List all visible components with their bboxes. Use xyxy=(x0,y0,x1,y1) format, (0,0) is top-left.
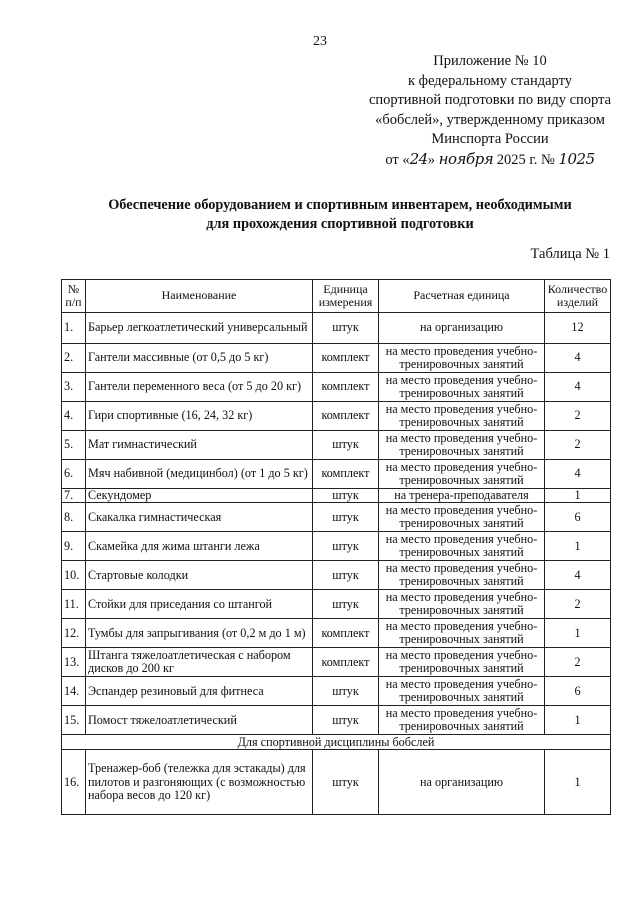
item-quantity: 1 xyxy=(545,619,611,648)
table-header-row xyxy=(62,280,611,313)
item-name: Штанга тяжелоатлетическая с набором дисков до 200 кг xyxy=(86,648,313,677)
item-unit: штук xyxy=(313,677,379,706)
item-calc-unit: на место проведения учебно-тренировочных занятий xyxy=(379,503,545,532)
table-row xyxy=(62,460,611,489)
row-number: 7. xyxy=(62,489,86,503)
item-name: Помост тяжелоатлетический xyxy=(86,706,313,735)
item-name: Гантели переменного веса (от 5 до 20 кг) xyxy=(86,373,313,402)
row-number: 11. xyxy=(62,590,86,619)
item-name: Барьер легкоатлетический универсальный xyxy=(86,313,313,344)
item-unit: штук xyxy=(313,706,379,735)
item-quantity: 1 xyxy=(545,489,611,503)
row-number: 13. xyxy=(62,648,86,677)
table-row xyxy=(62,503,611,532)
table-row xyxy=(62,706,611,735)
heading-line: Обеспечение оборудованием и спортивным инвентарем, необходимыми xyxy=(108,197,572,213)
row-number: 3. xyxy=(62,373,86,402)
item-name: Мат гимнастический xyxy=(86,431,313,460)
header-calc-unit: Расчетная единица xyxy=(379,280,545,313)
item-name: Скакалка гимнастическая xyxy=(86,503,313,532)
item-calc-unit: на место проведения учебно-тренировочных занятий xyxy=(379,590,545,619)
row-number: 10. xyxy=(62,561,86,590)
item-calc-unit: на место проведения учебно-тренировочных занятий xyxy=(379,619,545,648)
row-number: 14. xyxy=(62,677,86,706)
row-number: 6. xyxy=(62,460,86,489)
section-row xyxy=(62,735,611,750)
item-unit: штук xyxy=(313,431,379,460)
table-row xyxy=(62,619,611,648)
item-calc-unit: на место проведения учебно-тренировочных занятий xyxy=(379,373,545,402)
item-calc-unit: на место проведения учебно-тренировочных занятий xyxy=(379,648,545,677)
row-number: 5. xyxy=(62,431,86,460)
document-heading xyxy=(40,196,640,234)
item-quantity: 4 xyxy=(545,373,611,402)
item-unit: комплект xyxy=(313,344,379,373)
page-number: 23 xyxy=(313,34,327,49)
row-number: 15. xyxy=(62,706,86,735)
item-unit: комплект xyxy=(313,648,379,677)
row-number: 16. xyxy=(62,750,86,815)
item-quantity: 4 xyxy=(545,460,611,489)
table-row xyxy=(62,373,611,402)
item-unit: штук xyxy=(313,590,379,619)
item-quantity: 6 xyxy=(545,503,611,532)
item-quantity: 2 xyxy=(545,402,611,431)
item-calc-unit: на организацию xyxy=(379,750,545,815)
item-quantity: 2 xyxy=(545,431,611,460)
item-quantity: 12 xyxy=(545,313,611,344)
item-quantity: 4 xyxy=(545,561,611,590)
item-quantity: 1 xyxy=(545,532,611,561)
item-name: Тумбы для запрыгивания (от 0,2 м до 1 м) xyxy=(86,619,313,648)
item-unit: штук xyxy=(313,313,379,344)
table-row xyxy=(62,313,611,344)
row-number: 2. xyxy=(62,344,86,373)
row-number: 8. xyxy=(62,503,86,532)
date-mid: » xyxy=(427,151,435,168)
item-unit: комплект xyxy=(313,402,379,431)
item-calc-unit: на место проведения учебно-тренировочных занятий xyxy=(379,431,545,460)
appendix-line: к федеральному стандарту xyxy=(408,72,572,89)
equipment-table xyxy=(61,279,611,815)
row-number: 12. xyxy=(62,619,86,648)
item-calc-unit: на место проведения учебно-тренировочных занятий xyxy=(379,532,545,561)
date-day: 24 xyxy=(409,149,428,168)
item-name: Скамейка для жима штанги лежа xyxy=(86,532,313,561)
item-name: Мяч набивной (медицинбол) (от 1 до 5 кг) xyxy=(86,460,313,489)
date-year: 2025 г. № xyxy=(496,151,555,168)
item-name: Стойки для приседания со штангой xyxy=(86,590,313,619)
item-unit: штук xyxy=(313,503,379,532)
section-title: Для спортивной дисциплины бобслей xyxy=(62,735,611,750)
appendix-block xyxy=(340,52,640,170)
item-unit: комплект xyxy=(313,619,379,648)
item-unit: штук xyxy=(313,561,379,590)
item-quantity: 1 xyxy=(545,750,611,815)
item-unit: штук xyxy=(313,489,379,503)
header-quantity: Количество изделий xyxy=(545,280,611,313)
table-row xyxy=(62,648,611,677)
item-name: Стартовые колодки xyxy=(86,561,313,590)
header-unit: Единица измерения xyxy=(313,280,379,313)
table-row xyxy=(62,402,611,431)
item-unit: штук xyxy=(313,532,379,561)
item-quantity: 1 xyxy=(545,706,611,735)
appendix-line: Минспорта России xyxy=(431,131,549,147)
item-calc-unit: на место проведения учебно-тренировочных занятий xyxy=(379,460,545,489)
date-month: ноября xyxy=(438,149,494,168)
appendix-line: «бобслей», утвержденному приказом xyxy=(375,111,605,128)
order-date-line xyxy=(340,150,640,171)
table-row xyxy=(62,431,611,460)
item-name: Тренажер-боб (тележка для эстакады) для пилотов и разгоняющих (с возможностью набора весов до 120 кг) xyxy=(86,750,313,815)
heading-line: для прохождения спортивной подготовки xyxy=(206,216,474,232)
item-unit: штук xyxy=(313,750,379,815)
item-calc-unit: на тренера-преподавателя xyxy=(379,489,545,503)
table-row xyxy=(62,561,611,590)
row-number: 9. xyxy=(62,532,86,561)
item-quantity: 4 xyxy=(545,344,611,373)
item-calc-unit: на место проведения учебно-тренировочных занятий xyxy=(379,344,545,373)
item-name: Гантели массивные (от 0,5 до 5 кг) xyxy=(86,344,313,373)
table-number: Таблица № 1 xyxy=(530,246,610,262)
row-number: 1. xyxy=(62,313,86,344)
item-quantity: 6 xyxy=(545,677,611,706)
header-number: № п/п xyxy=(62,280,86,313)
item-calc-unit: на организацию xyxy=(379,313,545,344)
table-row xyxy=(62,532,611,561)
table-row xyxy=(62,344,611,373)
row-number: 4. xyxy=(62,402,86,431)
item-quantity: 2 xyxy=(545,648,611,677)
appendix-line: спортивной подготовки по виду спорта xyxy=(368,92,612,108)
item-unit: комплект xyxy=(313,460,379,489)
order-number: 1025 xyxy=(558,149,595,168)
item-calc-unit: на место проведения учебно-тренировочных занятий xyxy=(379,402,545,431)
item-name: Гири спортивные (16, 24, 32 кг) xyxy=(86,402,313,431)
table-row xyxy=(62,750,611,815)
item-quantity: 2 xyxy=(545,590,611,619)
item-calc-unit: на место проведения учебно-тренировочных занятий xyxy=(379,706,545,735)
item-calc-unit: на место проведения учебно-тренировочных занятий xyxy=(379,677,545,706)
table-row xyxy=(62,489,611,503)
date-prefix: от « xyxy=(385,151,410,168)
table-row xyxy=(62,677,611,706)
item-name: Эспандер резиновый для фитнеса xyxy=(86,677,313,706)
appendix-line: Приложение № 10 xyxy=(433,53,547,69)
item-calc-unit: на место проведения учебно-тренировочных занятий xyxy=(379,561,545,590)
item-name: Секундомер xyxy=(86,489,313,503)
header-name: Наименование xyxy=(86,280,313,313)
table-row xyxy=(62,590,611,619)
item-unit: комплект xyxy=(313,373,379,402)
